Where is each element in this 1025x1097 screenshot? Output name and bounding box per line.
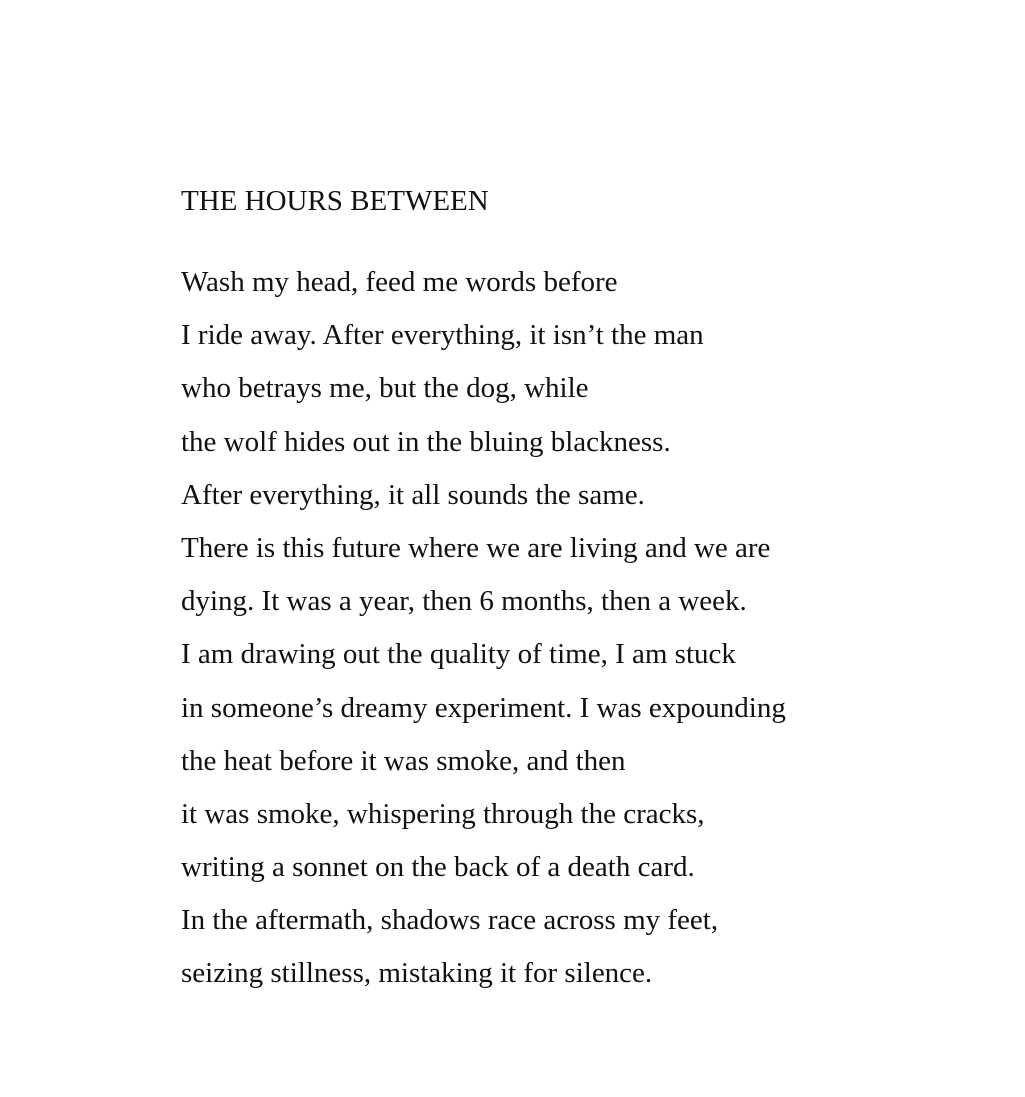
poem-body [181, 256, 786, 1001]
poem-line: writing a sonnet on the back of a death card. [181, 851, 695, 884]
poem-line: dying. It was a year, then 6 months, then a week. [181, 585, 747, 618]
poem-line: it was smoke, whispering through the cracks, [181, 797, 705, 830]
poem-line: in someone’s dreamy experiment. I was expounding [181, 691, 786, 724]
poem-line: In the aftermath, shadows race across my feet, [181, 904, 719, 937]
poem-line: After everything, it all sounds the same. [181, 478, 645, 511]
poem-line: There is this future where we are living and we are [181, 531, 771, 564]
poem-line: the wolf hides out in the bluing blackness. [181, 425, 671, 458]
poem-line: the heat before it was smoke, and then [181, 744, 626, 777]
poem-line: I am drawing out the quality of time, I am stuck [181, 638, 736, 671]
poem-line: who betrays me, but the dog, while [181, 372, 589, 405]
poem-line: Wash my head, feed me words before [181, 266, 618, 298]
poem-title: THE HOURS BETWEEN [181, 185, 489, 217]
poem-line: I ride away. After everything, it isn’t the man [181, 319, 704, 352]
poem-line: seizing stillness, mistaking it for silence. [181, 957, 653, 990]
